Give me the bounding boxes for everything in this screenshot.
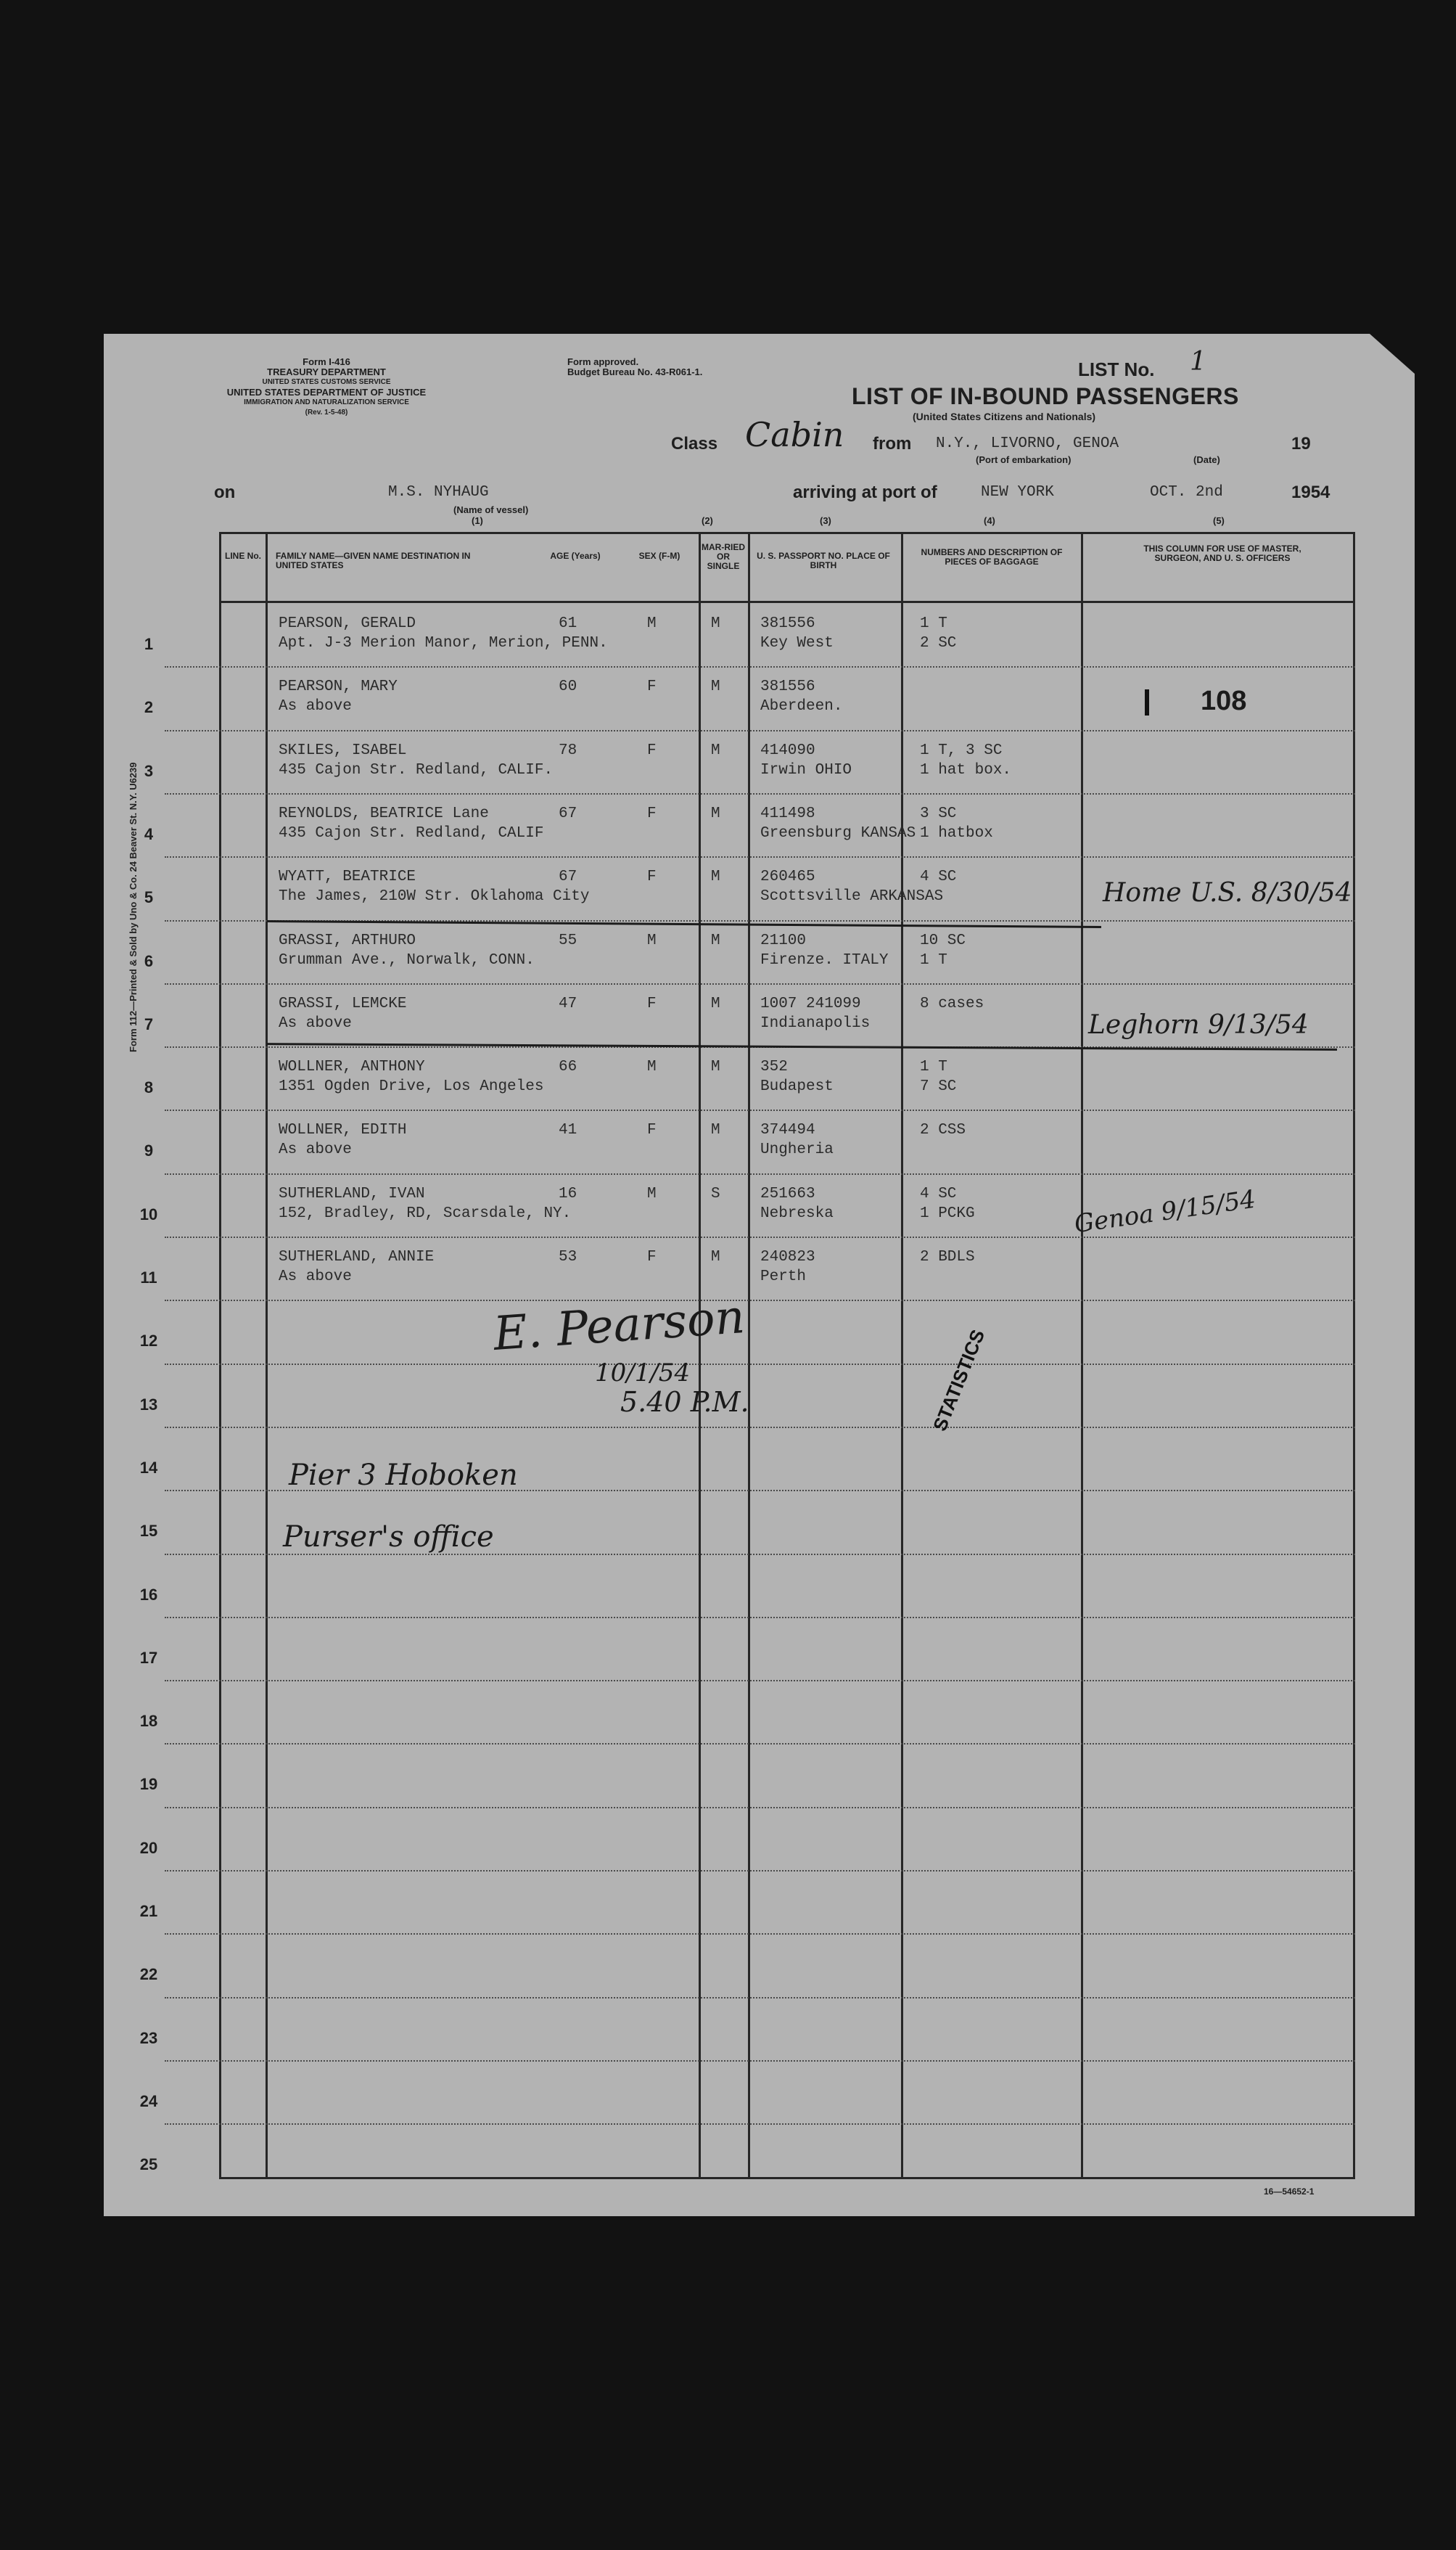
birth-place: Budapest [760, 1078, 834, 1096]
passport-number: 240823 [760, 1249, 815, 1266]
arrival-date: OCT. 2nd [1150, 484, 1223, 501]
birth-place: Key West [760, 635, 834, 652]
col-num-3: (3) [820, 515, 831, 526]
passport-number: 381556 [760, 679, 815, 696]
col-head-officers: THIS COLUMN FOR USE OF MASTER, SURGEON, AND U. S. OFFICERS [1143, 544, 1301, 563]
line-number: 19 [139, 1775, 158, 1794]
row-divider [165, 1617, 1355, 1618]
justice-dept: UNITED STATES DEPARTMENT OF JUSTICE [226, 387, 427, 398]
line-number: 20 [139, 1838, 158, 1857]
passenger-age: 67 [559, 869, 577, 886]
on-label: on [214, 483, 236, 502]
col-num-5: (5) [1213, 515, 1225, 526]
col-head-married: MAR-RIED OR SINGLE [702, 542, 745, 571]
passenger-name: PEARSON, GERALD [279, 615, 416, 632]
passenger-destination: Grumman Ave., Norwalk, CONN. [279, 951, 535, 969]
col-num-2: (2) [702, 515, 713, 526]
line-number: 2 [144, 698, 154, 717]
row-divider [165, 1173, 1355, 1175]
passenger-marital-status: M [711, 615, 720, 632]
row-divider [165, 1680, 1355, 1681]
baggage-line-1: 2 BDLS [920, 1249, 975, 1266]
col-head-line: LINE No. [225, 551, 261, 561]
line-number: 21 [139, 1902, 158, 1920]
birth-place: Irwin OHIO [760, 761, 852, 779]
baggage-line-2: 1 hat box. [920, 761, 1012, 779]
passenger-name: SUTHERLAND, ANNIE [279, 1249, 435, 1266]
passenger-destination: 435 Cajon Str. Redland, CALIF. [279, 761, 554, 779]
passenger-sex: F [647, 995, 657, 1012]
row-divider [165, 1743, 1355, 1745]
passenger-destination: 152, Bradley, RD, Scarsdale, NY. [279, 1205, 572, 1222]
year-prefix-top: 19 [1291, 434, 1311, 454]
line-number: 5 [144, 888, 154, 907]
baggage-line-2: 7 SC [920, 1078, 957, 1096]
birth-place: Ungheria [760, 1141, 834, 1159]
passenger-sex: F [647, 679, 657, 696]
birth-place: Scottsville ARKANSAS [760, 888, 944, 906]
birth-place: Firenze. ITALY [760, 951, 889, 969]
passenger-marital-status: M [711, 995, 720, 1012]
row-divider [165, 983, 1355, 985]
col-divider [699, 532, 701, 2179]
form-number: Form I-416 [303, 356, 350, 367]
passenger-sex: M [647, 615, 657, 632]
col-divider [266, 532, 268, 2179]
baggage-line-2: 2 SC [920, 635, 957, 652]
vessel-name: M.S. NYHAUG [388, 484, 489, 501]
note-home-us: Home U.S. 8/30/54 [1103, 878, 1352, 908]
passport-number: 1007 241099 [760, 995, 861, 1012]
line-number: 9 [144, 1141, 154, 1160]
budget-bureau: Budget Bureau No. 43-R061-1. [567, 366, 703, 377]
passenger-sex: F [647, 805, 657, 822]
line-number: 10 [139, 1205, 158, 1223]
count-mark [1145, 689, 1149, 716]
line-number: 22 [139, 1965, 158, 1984]
line-number: 1 [144, 635, 154, 653]
line-number: 25 [139, 2155, 158, 2174]
port-embark-caption: (Port of embarkation) [976, 454, 1072, 465]
row-divider [165, 1300, 1355, 1301]
col-divider [748, 532, 750, 2179]
row-divider [165, 2060, 1355, 2062]
line-number: 18 [139, 1712, 158, 1731]
arrival-port: NEW YORK [981, 484, 1054, 501]
col-head-sex: SEX (F-M) [638, 551, 680, 561]
passenger-sex: M [647, 932, 657, 949]
baggage-line-1: 8 cases [920, 995, 984, 1012]
baggage-line-1: 1 T [920, 615, 947, 632]
passport-number: 260465 [760, 869, 815, 886]
row-divider [165, 793, 1355, 795]
line-number: 8 [144, 1078, 154, 1097]
passenger-marital-status: M [711, 932, 720, 949]
ins-service: IMMIGRATION AND NATURALIZATION SERVICE [244, 398, 409, 406]
passenger-sex: M [647, 1185, 657, 1202]
row-divider [165, 666, 1355, 668]
col-num-1: (1) [472, 515, 483, 526]
passport-number: 374494 [760, 1122, 815, 1139]
form-title: LIST OF IN-BOUND PASSENGERS [852, 383, 1239, 409]
line-number: 13 [139, 1395, 158, 1414]
row-divider [165, 1427, 1355, 1428]
arrival-year: 1954 [1291, 483, 1330, 502]
baggage-line-1: 2 CSS [920, 1122, 966, 1139]
row-divider [165, 856, 1355, 858]
table-header-rule [219, 601, 1355, 603]
baggage-line-1: 3 SC [920, 805, 957, 822]
birth-place: Nebreska [760, 1205, 834, 1222]
passenger-age: 55 [559, 932, 577, 949]
form-approved: Form approved. [567, 356, 639, 367]
birth-place: Perth [760, 1268, 807, 1285]
passport-number: 381556 [760, 615, 815, 632]
col-head-age: AGE (Years) [550, 551, 601, 561]
birth-place: Aberdeen. [760, 698, 843, 716]
line-number: 6 [144, 951, 154, 970]
passenger-destination: 1351 Ogden Drive, Los Angeles [279, 1078, 544, 1096]
baggage-line-1: 4 SC [920, 869, 957, 886]
line-number: 3 [144, 761, 154, 780]
passenger-age: 67 [559, 805, 577, 822]
line-number: 7 [144, 1014, 154, 1033]
passenger-sex: F [647, 742, 657, 759]
note-leghorn: Leghorn 9/13/54 [1088, 1010, 1309, 1040]
arriving-label: arriving at port of [793, 483, 937, 502]
passenger-marital-status: M [711, 742, 720, 759]
passenger-name: GRASSI, ARTHURO [279, 932, 416, 949]
purser-signature: E. Pearson [491, 1290, 746, 1362]
passport-number: 352 [760, 1059, 788, 1076]
line-number: 4 [144, 824, 154, 843]
passport-number: 414090 [760, 742, 815, 759]
line-number: 23 [139, 2028, 158, 2047]
list-number-label: LIST No. [1078, 358, 1155, 380]
row-divider [165, 1933, 1355, 1935]
passenger-age: 66 [559, 1059, 577, 1076]
passenger-destination: As above [279, 1268, 352, 1285]
passenger-destination: The James, 210W Str. Oklahoma City [279, 888, 590, 906]
row-divider [165, 1110, 1355, 1111]
passenger-marital-status: S [711, 1185, 720, 1202]
from-value: N.Y., LIVORNO, GENOA [936, 435, 1119, 452]
baggage-line-2: 1 hatbox [920, 824, 993, 842]
passenger-name: WOLLNER, EDITH [279, 1122, 407, 1139]
passenger-marital-status: M [711, 1122, 720, 1139]
baggage-line-1: 1 T [920, 1059, 947, 1076]
row-divider [165, 1237, 1355, 1238]
class-value: Cabin [745, 415, 844, 454]
passenger-name: GRASSI, LEMCKE [279, 995, 407, 1012]
passenger-marital-status: M [711, 679, 720, 696]
passenger-name: REYNOLDS, BEATRICE Lane [279, 805, 489, 822]
birth-place: Indianapolis [760, 1014, 871, 1032]
row-divider [165, 1870, 1355, 1871]
manifest-table [219, 532, 1355, 2179]
form-subtitle: (United States Citizens and Nationals) [913, 411, 1096, 422]
signature-date: 10/1/54 [595, 1358, 691, 1387]
passport-number: 21100 [760, 932, 807, 949]
baggage-line-1: 10 SC [920, 932, 966, 949]
line-number: 14 [139, 1458, 158, 1477]
col-head-name: FAMILY NAME—GIVEN NAME DESTINATION IN UNITED STATES [276, 551, 471, 570]
line-number: 24 [139, 2091, 158, 2110]
statistics-stamp: STATISTICS [929, 1326, 990, 1435]
passenger-name: SKILES, ISABEL [279, 742, 407, 759]
note-genoa: Genoa 9/15/54 [1072, 1184, 1258, 1239]
passenger-destination: Apt. J-3 Merion Manor, Merion, PENN. [279, 635, 608, 652]
passenger-age: 53 [559, 1249, 577, 1266]
row-divider [165, 1554, 1355, 1555]
passenger-age: 60 [559, 679, 577, 696]
row-divider [165, 1364, 1355, 1365]
passenger-age: 41 [559, 1122, 577, 1139]
treasury-dept: TREASURY DEPARTMENT [267, 366, 386, 377]
passenger-age: 78 [559, 742, 577, 759]
passenger-destination: As above [279, 1141, 352, 1159]
passenger-age: 61 [559, 615, 577, 632]
passport-number: 251663 [760, 1185, 815, 1202]
passenger-marital-status: M [711, 869, 720, 886]
passenger-sex: F [647, 1122, 657, 1139]
row-divider [165, 2123, 1355, 2125]
class-label: Class [671, 434, 718, 454]
line-number: 11 [140, 1268, 157, 1287]
passenger-name: PEARSON, MARY [279, 679, 398, 696]
date-caption: (Date) [1193, 454, 1220, 465]
printer-side-note: Form 112—Printed & Sold by Uno & Co. 24 Beaver St. N.Y. U6239 [128, 762, 139, 1052]
passenger-age: 16 [559, 1185, 577, 1202]
pier-note: Pier 3 Hoboken [289, 1459, 518, 1492]
customs-service: UNITED STATES CUSTOMS SERVICE [262, 378, 391, 386]
col-num-4: (4) [984, 515, 995, 526]
passenger-destination: As above [279, 698, 352, 716]
passenger-destination: As above [279, 1014, 352, 1032]
passenger-marital-status: M [711, 1249, 720, 1266]
line-number: 15 [139, 1522, 158, 1541]
row-divider [165, 1807, 1355, 1808]
baggage-line-2: 1 PCKG [920, 1205, 975, 1222]
signature-time: 5.40 P.M. [620, 1386, 749, 1418]
col-divider [1081, 532, 1083, 2179]
passenger-name: SUTHERLAND, IVAN [279, 1185, 425, 1202]
passenger-sex: F [647, 869, 657, 886]
col-divider [901, 532, 903, 2179]
count-annotation: 108 [1201, 686, 1247, 716]
passenger-name: WOLLNER, ANTHONY [279, 1059, 425, 1076]
baggage-line-1: 1 T, 3 SC [920, 742, 1003, 759]
vessel-caption: (Name of vessel) [453, 504, 529, 515]
form-approval [567, 357, 702, 377]
baggage-line-2: 1 T [920, 951, 947, 969]
passenger-name: WYATT, BEATRICE [279, 869, 416, 886]
passenger-sex: F [647, 1249, 657, 1266]
purser-office-note: Purser's office [283, 1520, 494, 1554]
from-label: from [873, 434, 912, 454]
passenger-sex: M [647, 1059, 657, 1076]
form-revision: (Rev. 1-5-48) [305, 409, 348, 417]
col-head-passport: U. S. PASSPORT NO. PLACE OF BIRTH [757, 551, 890, 570]
line-number: 12 [139, 1332, 158, 1350]
row-divider [165, 730, 1355, 731]
passenger-marital-status: M [711, 805, 720, 822]
passenger-age: 47 [559, 995, 577, 1012]
line-number: 16 [139, 1585, 158, 1604]
footer-code: 16—54652-1 [1264, 2186, 1315, 2197]
passenger-destination: 435 Cajon Str. Redland, CALIF [279, 824, 544, 842]
row-divider [165, 1997, 1355, 1998]
list-number-value: 1 [1190, 347, 1206, 377]
col-head-baggage: NUMBERS AND DESCRIPTION OF PIECES OF BAGGAGE [921, 547, 1063, 567]
passenger-marital-status: M [711, 1059, 720, 1076]
line-number: 17 [139, 1648, 158, 1667]
birth-place: Greensburg KANSAS [760, 824, 916, 842]
form-header-left [218, 357, 435, 418]
passport-number: 411498 [760, 805, 815, 822]
baggage-line-1: 4 SC [920, 1185, 957, 1202]
